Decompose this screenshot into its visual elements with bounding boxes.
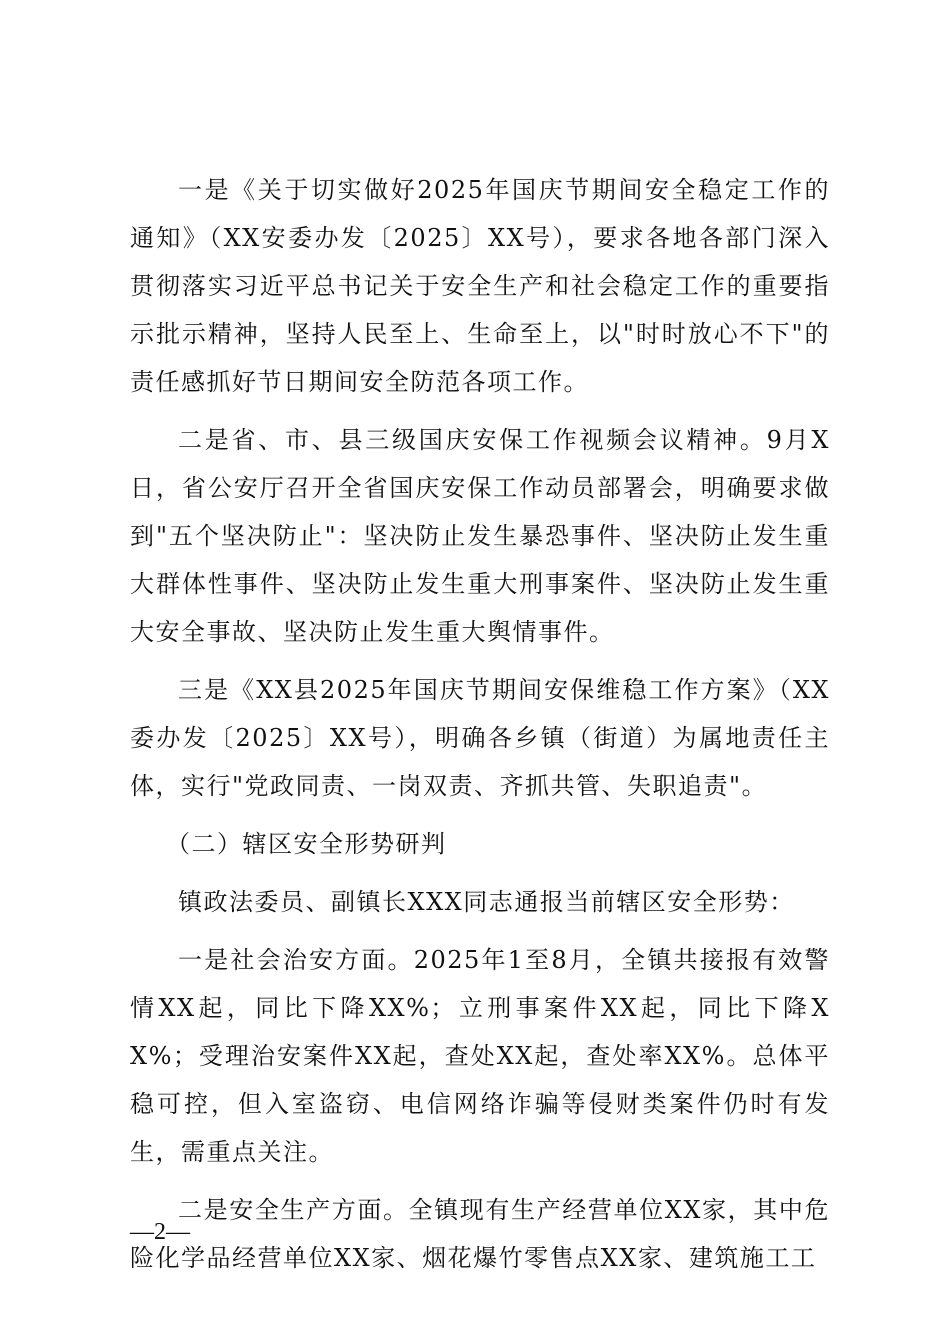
paragraph-notice-one: 一是《关于切实做好2025年国庆节期间安全稳定工作的通知》（XX安委办发〔2025〕XX号），要求各地各部门深入贯彻落实习近平总书记关于安全生产和社会稳定工作的重要指示批示精神，坚持人民至上、生命至上，以"时时放心不下"的责任感抓好节日期间安全防范各项工作。	[130, 176, 830, 396]
page-number: —2—	[130, 1219, 190, 1245]
paragraph-county-plan: 三是《XX县2025年国庆节期间安保维稳工作方案》（XX委办发〔2025〕XX号），明确各乡镇（街道）为属地责任主体，实行"党政同责、一岗双责、齐抓共管、失职追责"。	[130, 676, 830, 800]
section-heading: （二）辖区安全形势研判	[166, 830, 447, 858]
paragraph-production-safety: 二是安全生产方面。全镇现有生产经营单位XX家，其中危险化学品经营单位XX家、烟花爆竹零售点XX家、建筑施工工	[130, 1196, 830, 1272]
paragraph-public-security: 一是社会治安方面。2025年1至8月，全镇共接报有效警情XX起，同比下降XX%；立刑事案件XX起，同比下降XX%；受理治安案件XX起，查处XX起，查处率XX%。总体平稳可控，但入室盗窃、电信网络诈骗等侵财类案件仍时有发生，需重点关注。	[130, 946, 830, 1166]
paragraph-situation-intro: 镇政法委员、副镇长XXX同志通报当前辖区安全形势：	[178, 888, 795, 916]
paragraph-video-conference: 二是省、市、县三级国庆安保工作视频会议精神。9月X日，省公安厅召开全省国庆安保工作动员部署会，明确要求做到"五个坚决防止"：坚决防止发生暴恐事件、坚决防止发生重大群体性事件、坚决防止发生重大刑事案件、坚决防止发生重大安全事故、坚决防止发生重大舆情事件。	[130, 426, 830, 646]
document-body	[130, 166, 830, 1292]
